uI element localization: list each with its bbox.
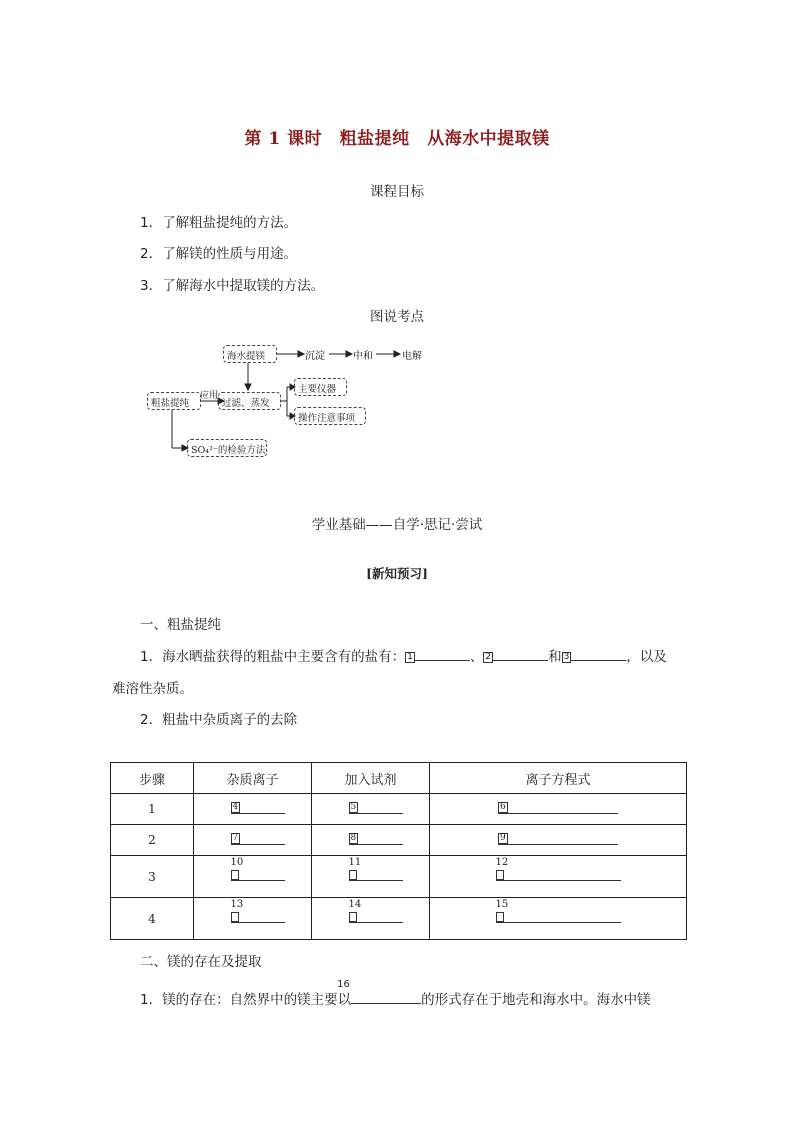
blank-box-icon [231,912,239,922]
q-suffix: 的形式存在于地壳和海水中。海水中镁 [421,992,651,1008]
blank-number: 16 [337,979,350,990]
table-row [111,856,687,898]
header-ion: 杂质离子 [194,763,312,794]
q1-suffix: ，以及 [626,649,667,665]
diagram-connectors [0,0,794,470]
step-electrolysis: 电解 [402,351,422,362]
table-header-row [111,763,687,794]
objective-item: 1．了解粗盐提纯的方法。 [140,215,298,231]
seawater-mg-box: 海水提镁 [223,345,277,363]
page-title: 第 1 课时 粗盐提纯 从海水中提取镁 [244,129,550,149]
question-1 [140,645,667,665]
answer-blank[interactable] [493,648,548,661]
table-row [111,898,687,940]
q1-sep: 和 [548,649,562,665]
filter-evaporate-box: 过滤、蒸发 [218,392,281,410]
q1-sep: 、 [469,649,484,665]
operation-notes-box: 操作注意事项 [294,407,366,425]
blank-box-icon [349,870,357,880]
reagent-cell[interactable] [312,825,430,856]
equation-cell[interactable] [430,825,687,856]
blank-number: 11 [348,857,362,868]
objective-item: 2．了解镁的性质与用途。 [140,246,298,262]
step-cell: 1 [111,794,194,825]
apply-label: 应用 [200,391,219,401]
ion-cell[interactable] [194,825,312,856]
blank-number: 6 [500,801,506,812]
blank-number: 2 [485,651,492,662]
header-step: 步骤 [111,763,194,794]
step-precipitate: 沉淀 [305,351,325,362]
objectives-heading: 课程目标 [370,184,424,200]
blank-number: 7 [232,832,239,843]
step-cell: 3 [111,856,194,898]
sulfate-test-box: SO₄²⁻的检验方法 [187,439,267,457]
reagent-cell[interactable] [312,856,430,898]
ion-cell[interactable] [194,856,312,898]
answer-blank[interactable] [337,979,421,1004]
preview-tag: [新知预习] [366,566,428,581]
ion-cell[interactable] [194,794,312,825]
objective-item: 3．了解海水中提取镁的方法。 [140,278,325,294]
blank-number: 15 [495,899,509,910]
blank-number: 4 [232,801,239,812]
step-neutralize: 中和 [353,351,373,362]
crude-salt-box: 粗盐提纯 [147,392,201,410]
q1-line2: 难溶性杂质。 [112,681,193,697]
reagent-cell[interactable] [312,898,430,940]
step-cell: 2 [111,825,194,856]
blank-number: 14 [348,899,362,910]
answer-blank[interactable] [571,648,626,661]
blank-box-icon [349,912,357,922]
answer-blank[interactable] [415,648,470,661]
blank-box-icon [496,912,504,922]
ion-cell[interactable] [194,898,312,940]
blank-number: 8 [350,832,357,843]
equation-cell[interactable] [430,794,687,825]
question-2: 2．粗盐中杂质离子的去除 [140,712,298,728]
part1-heading: 一、粗盐提纯 [140,617,221,633]
blank-box-icon [496,870,504,880]
instruments-box: 主要仪器 [294,378,347,396]
section-heading: 学业基础——自学·思记·尝试 [311,517,483,533]
diagram-heading: 图说考点 [370,309,424,325]
blank-number: 5 [350,801,357,812]
step-cell: 4 [111,898,194,940]
table-row [111,825,687,856]
equation-cell[interactable] [430,898,687,940]
header-reagent: 加入试剂 [312,763,430,794]
reagent-cell[interactable] [312,794,430,825]
blank-number: 13 [230,899,244,910]
blank-number: 9 [500,832,506,843]
q-prefix: 1．镁的存在：自然界中的镁主要以 [140,992,352,1008]
part2-question-1 [140,979,651,1008]
blank-number: 12 [495,857,509,868]
blank-number: 3 [563,651,570,662]
ion-removal-table [110,762,687,940]
header-equation: 离子方程式 [430,763,687,794]
part2-heading: 二、镁的存在及提取 [140,954,262,970]
equation-cell[interactable] [430,856,687,898]
blank-number: 1 [407,651,413,662]
blank-box-icon [231,870,239,880]
q1-prefix: 1．海水晒盐获得的粗盐中主要含有的盐有： [140,649,406,665]
blank-number: 10 [230,857,244,868]
table-row [111,794,687,825]
